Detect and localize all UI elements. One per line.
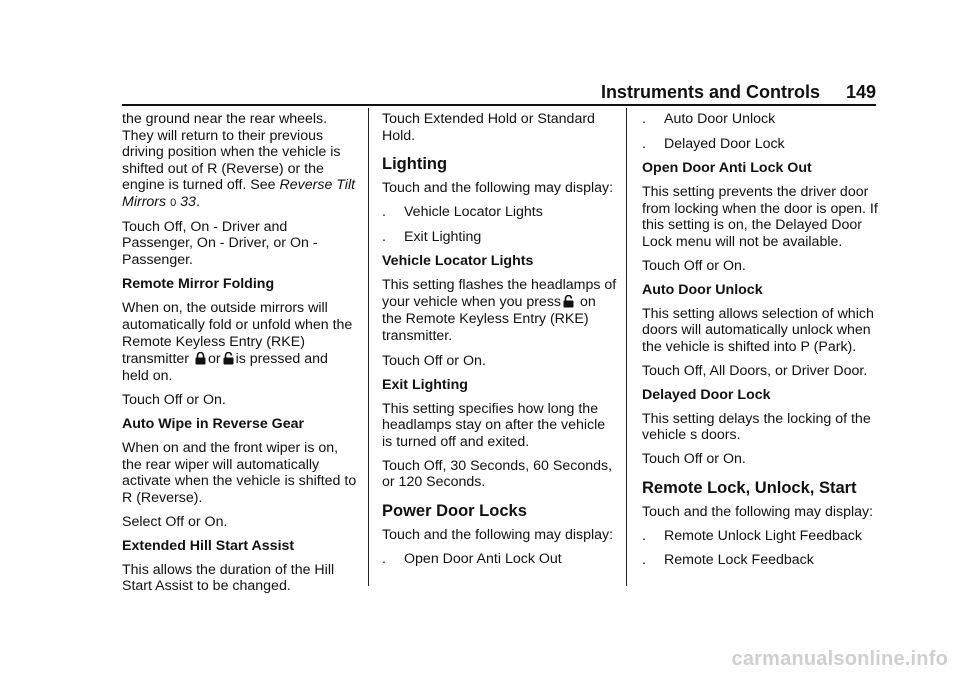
subheading: Vehicle Locator Lights: [382, 253, 534, 269]
paragraph: When on, the outside mirrors will automatically fold or unfold when the Remote Keyless Entry (RKE) transmitter or is pressed and held on.: [122, 299, 353, 384]
paragraph: This setting specifies how long the headlamps stay on after the vehicle is turned off and exited.: [382, 400, 606, 450]
column-1: [122, 111, 358, 602]
subheading: Open Door Anti Lock Out: [642, 160, 812, 176]
bullet: .: [642, 527, 646, 544]
bullet: .: [642, 135, 646, 152]
section-heading: Power Door Locks: [382, 501, 527, 520]
paragraph: This setting flashes the headlamps of your vehicle when you press on the Remote Keyless Entry (RKE) transmitter.: [382, 277, 617, 344]
page-header: [600, 82, 876, 103]
page-ref[interactable]: 33: [180, 193, 196, 210]
section-heading: Lighting: [382, 155, 448, 173]
paragraph: Select Off or On.: [122, 513, 228, 530]
list-item: . Auto Door Unlock: [642, 111, 776, 127]
list-item: . Remote Lock Feedback: [642, 552, 814, 568]
paragraph: Touch Off or On.: [122, 392, 226, 408]
paragraph: Touch Off or On.: [382, 352, 486, 369]
paragraph: Touch Off, On - Driver and Passenger, On - Driver, or On - Passenger.: [122, 218, 318, 268]
paragraph: This setting allows selection of which doors will automatically unlock when the vehicle is shifted into P (Park).: [642, 305, 874, 355]
paragraph: Touch Off or On.: [642, 257, 746, 274]
unlock-icon: [223, 352, 234, 365]
list-item: . Open Door Anti Lock Out: [382, 550, 562, 567]
subheading: Auto Wipe in Reverse Gear: [122, 416, 304, 432]
paragraph: This setting prevents the driver door from locking when the door is open. If this setting is on, the Delayed Door Lock menu will not be available.: [642, 184, 878, 250]
section-title: Instruments and Controls: [600, 82, 820, 102]
paragraph: Touch Off, 30 Seconds, 60 Seconds, or 120 Seconds.: [382, 457, 613, 490]
paragraph: the ground near the rear wheels. They will return to their previous driving position when the vehicle is shifted out of R (Reverse) or the engine is turned off. See Reverse Tilt Mirrors 0 33.: [122, 111, 356, 210]
column-divider-2: [626, 108, 627, 586]
paragraph: This allows the duration of the Hill Start Assist to be changed.: [122, 561, 335, 594]
paragraph: This setting delays the locking of the vehicle s doors.: [642, 410, 871, 443]
list-item: . Exit Lighting: [382, 228, 482, 245]
column-3: [642, 111, 878, 577]
subheading: Remote Mirror Folding: [122, 275, 275, 292]
paragraph: Touch and the following may display:: [382, 180, 614, 196]
bullet: .: [382, 204, 386, 220]
list-item: . Delayed Door Lock: [642, 135, 785, 152]
column-2: [382, 111, 618, 575]
subheading: Auto Door Unlock: [642, 281, 763, 298]
subheading: Extended Hill Start Assist: [122, 537, 295, 554]
subheading: Delayed Door Lock: [642, 386, 771, 403]
cross-reference-link[interactable]: Reverse Tilt Mirrors: [122, 177, 356, 210]
header-rule: [122, 104, 876, 106]
bullet: .: [642, 111, 646, 127]
list-item: . Vehicle Locator Lights: [382, 204, 543, 220]
paragraph: Touch Off, All Doors, or Driver Door.: [642, 362, 868, 379]
bullet: .: [382, 228, 386, 245]
bullet: .: [382, 550, 386, 567]
bullet: .: [642, 552, 646, 568]
page-ref-arrow-icon: 0: [170, 196, 177, 209]
page-number: 149: [845, 82, 876, 102]
paragraph: Touch Extended Hold or Standard Hold.: [382, 111, 595, 144]
paragraph: Touch Off or On.: [642, 451, 746, 467]
column-divider-1: [368, 108, 369, 586]
list-item: . Remote Unlock Light Feedback: [642, 527, 862, 544]
lock-icon: [195, 352, 206, 365]
subheading: Exit Lighting: [382, 376, 468, 393]
paragraph: Touch and the following may display:: [642, 503, 874, 520]
unlock-icon: [563, 295, 574, 308]
paragraph: Touch and the following may display:: [382, 526, 614, 543]
section-heading: Remote Lock, Unlock, Start: [642, 478, 857, 497]
paragraph: When on and the front wiper is on, the rear wiper will automatically activate when the vehicle is shifted to R (Reverse).: [122, 440, 357, 506]
watermark: carmanualsonline.info: [731, 648, 948, 670]
